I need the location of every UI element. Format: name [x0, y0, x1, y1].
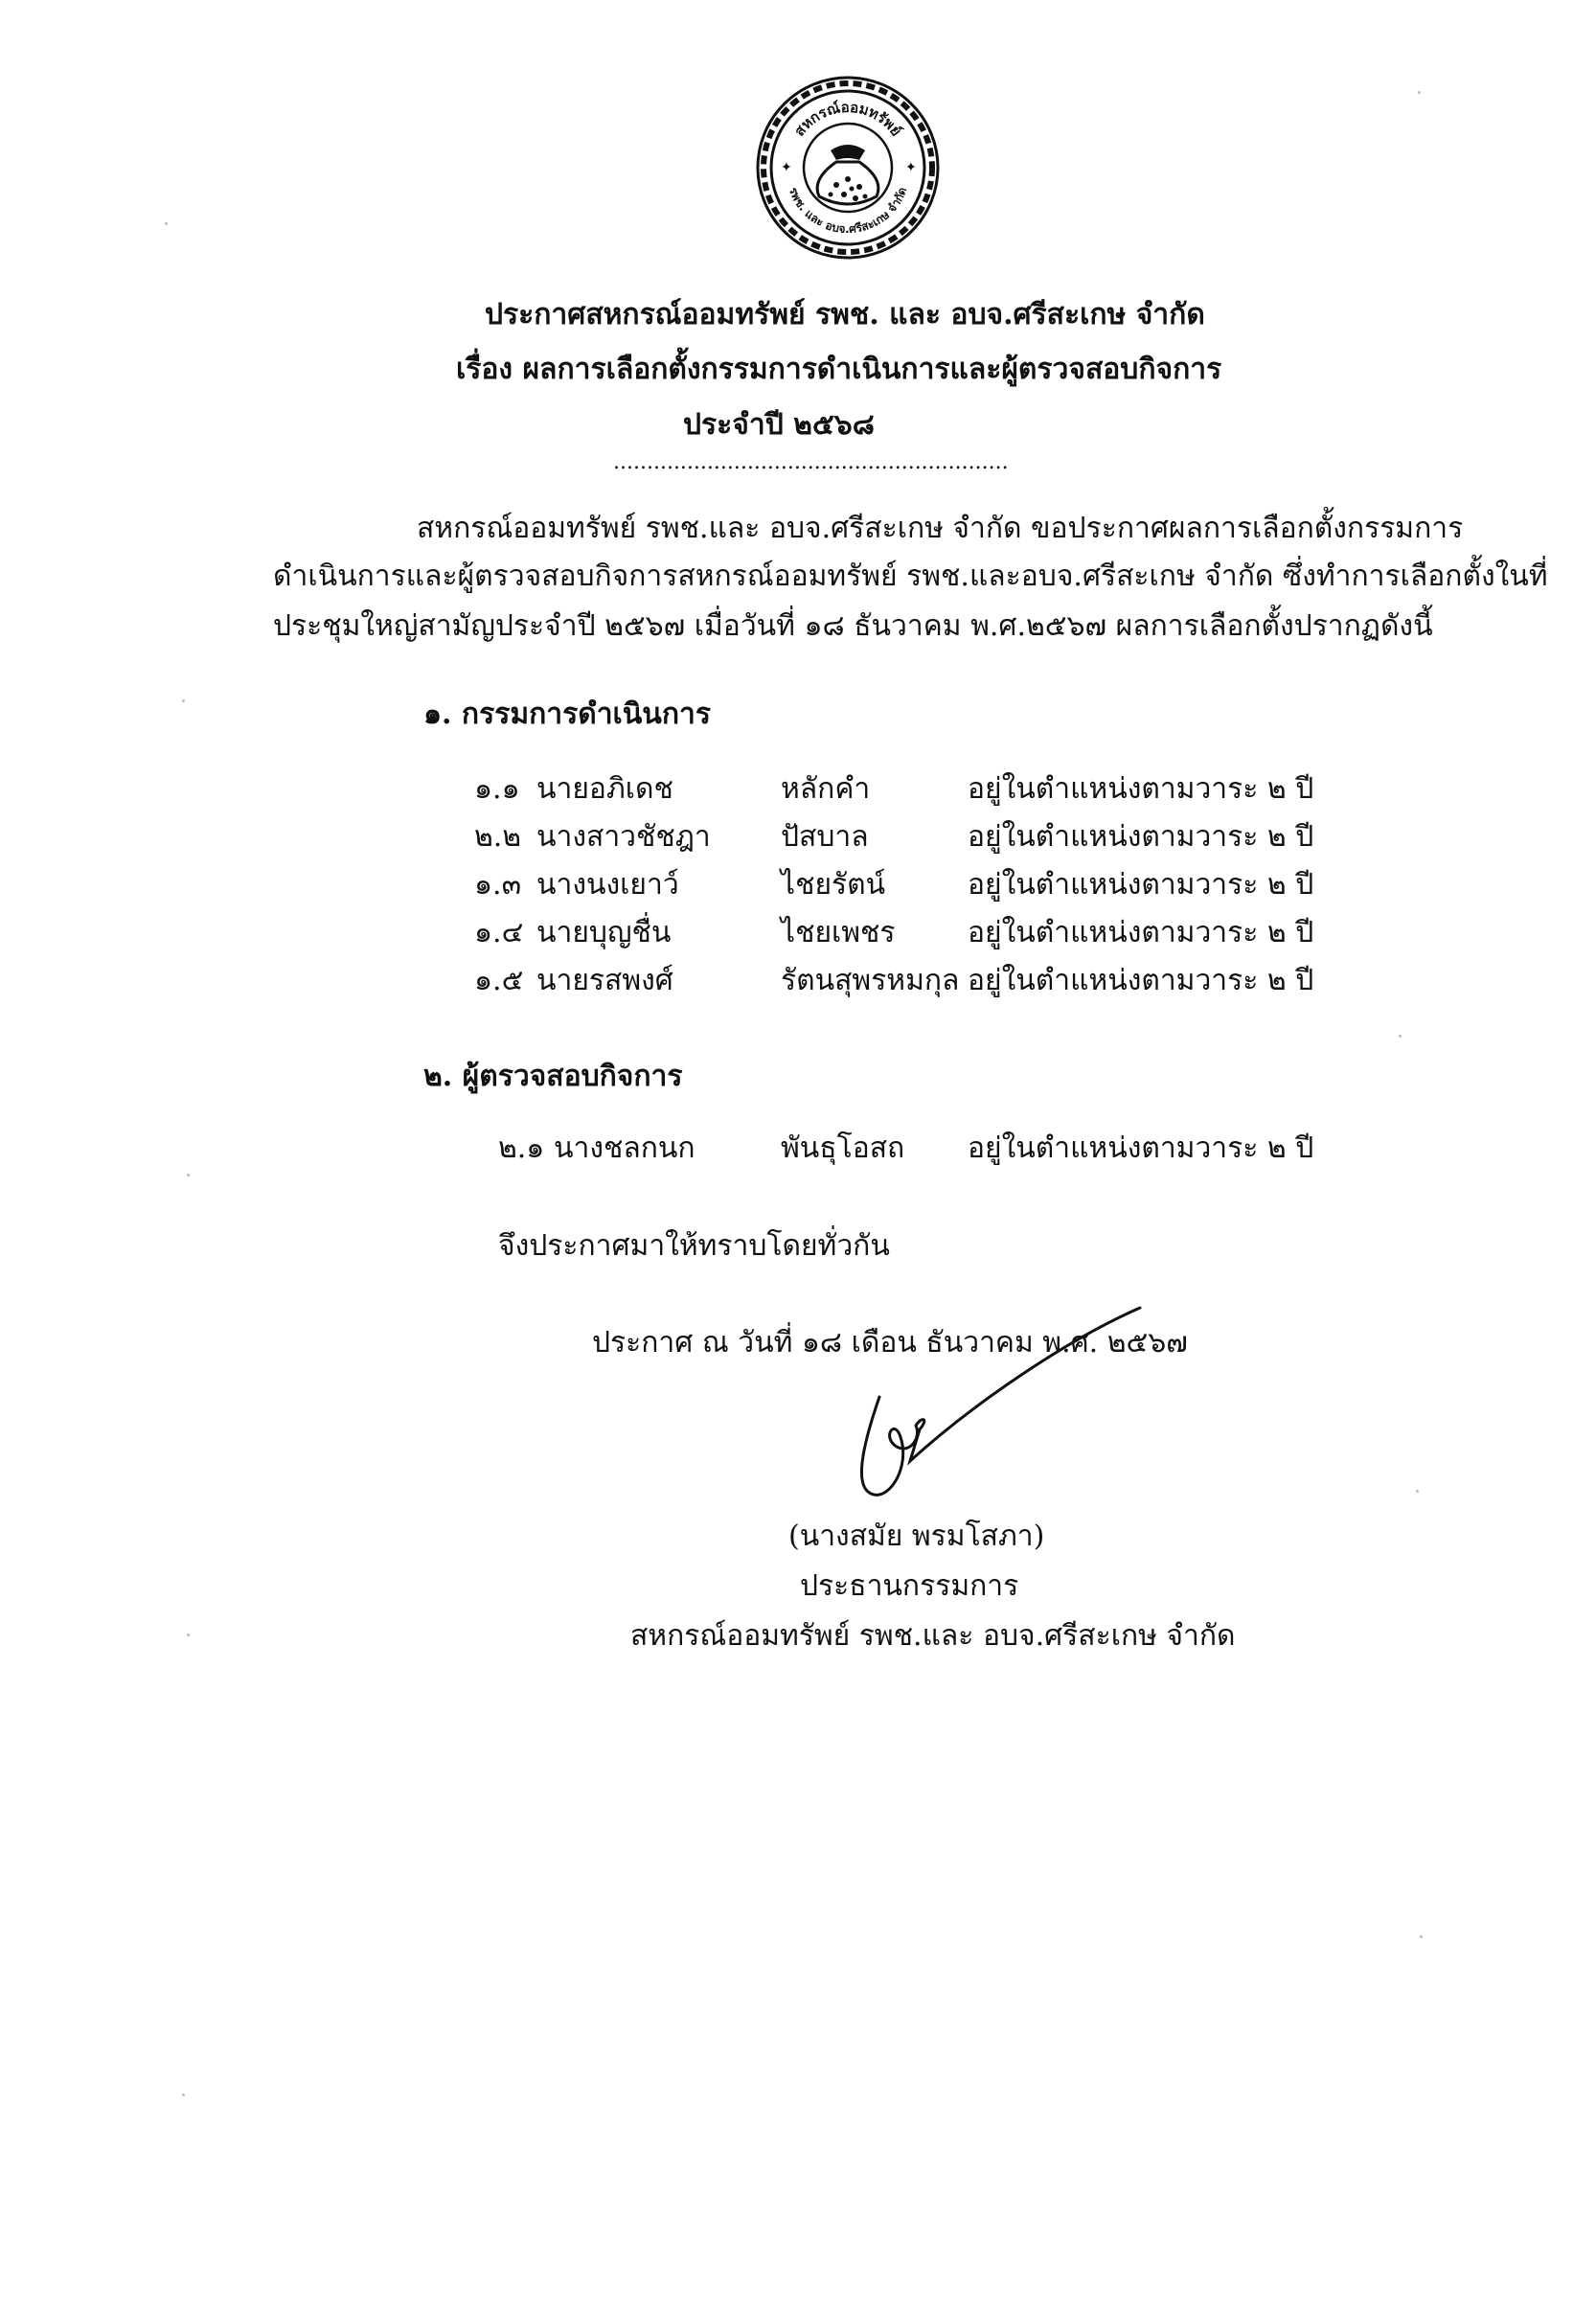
svg-text:✦: ✦ [905, 160, 917, 175]
seal-text-top: สหกรณ์ออมทรัพย์ [790, 98, 905, 140]
first-name: นายอภิเดช [536, 772, 673, 806]
term-text: อยู่ในตำแหน่งตามวาระ ๒ ปี [968, 868, 1314, 902]
intro-line-2: ดำเนินการและผู้ตรวจสอบกิจการสหกรณ์ออมทรัพย์ รพช.และอบจ.ศรีสะเกษ จำกัด ซึ่งทำการเลือกตั้งในที่ [273, 560, 1548, 593]
section-1-heading: ๑. กรรมการดำเนินการ [423, 697, 711, 731]
row-number: ๑.๑ [474, 772, 520, 806]
money-bag-icon [817, 145, 878, 204]
first-name: นางสาวชัชฎา [536, 820, 711, 854]
signer-name: (นางสมัย พรมโสภา) [788, 1520, 1045, 1553]
section-2-heading: ๒. ผู้ตรวจสอบกิจการ [423, 1060, 683, 1093]
term-text: อยู่ในตำแหน่งตามวาระ ๒ ปี [968, 820, 1314, 854]
first-name: นายบุญชื่น [536, 916, 672, 949]
last-name: พันธุโอสถ [781, 1131, 905, 1165]
svg-text:สหกรณ์ออมทรัพย์ [790, 99, 904, 140]
last-name: ปัสบาล [781, 820, 869, 854]
last-name: ไชยเพชร [781, 916, 896, 949]
announcement-subject: เรื่อง ผลการเลือกตั้งกรรมการดำเนินการและผู้ตรวจสอบกิจการ [456, 353, 1222, 386]
term-text: อยู่ในตำแหน่งตามวาระ ๒ ปี [968, 1131, 1314, 1165]
row-number: ๑.๕ [474, 964, 524, 997]
title-divider: ........................................................... [613, 450, 1009, 474]
seal-text-bottom: รพช. และ อบจ.ศรีสะเกษ จำกัด [786, 185, 910, 237]
signer-organization: สหกรณ์ออมทรัพย์ รพช.และ อบจ.ศรีสะเกษ จำกัด [630, 1619, 1236, 1653]
announcement-year: ประจำปี ๒๕๖๘ [683, 408, 875, 442]
announcement-date: ประกาศ ณ วันที่ ๑๘ เดือน ธันวาคม พ.ศ. ๒๕๖๗ [592, 1326, 1188, 1360]
row-number: ๒.๒ [474, 820, 522, 854]
svg-text:✦: ✦ [781, 160, 792, 175]
last-name: รัตนสุพรหมกุล [781, 964, 960, 997]
intro-line-1: สหกรณ์ออมทรัพย์ รพช.และ อบจ.ศรีสะเกษ จำกัด ขอประกาศผลการเลือกตั้งกรรมการ [417, 512, 1464, 545]
row-number: ๑.๔ [474, 916, 524, 949]
handwritten-signature [853, 1303, 1217, 1523]
first-name: นายรสพงศ์ [536, 964, 673, 997]
first-name: นางชลกนก [554, 1131, 695, 1165]
term-text: อยู่ในตำแหน่งตามวาระ ๒ ปี [968, 916, 1314, 949]
last-name: หลักคำ [781, 772, 871, 806]
term-text: อยู่ในตำแหน่งตามวาระ ๒ ปี [968, 772, 1314, 806]
closing-statement: จึงประกาศมาให้ทราบโดยทั่วกัน [498, 1229, 890, 1263]
last-name: ไชยรัตน์ [781, 868, 886, 902]
signer-position: ประธานกรรมการ [800, 1569, 1019, 1603]
intro-line-3: ประชุมใหญ่สามัญประจำปี ๒๕๖๗ เมื่อวันที่ ๑๘ ธันวาคม พ.ศ.๒๕๖๗ ผลการเลือกตั้งปรากฏดังนี้ [273, 609, 1433, 643]
announcement-title: ประกาศสหกรณ์ออมทรัพย์ รพช. และ อบจ.ศรีสะเกษ จำกัด [485, 298, 1205, 331]
row-number: ๒.๑ [498, 1131, 545, 1165]
term-text: อยู่ในตำแหน่งตามวาระ ๒ ปี [968, 964, 1314, 997]
cooperative-seal [752, 72, 944, 263]
first-name: นางนงเยาว์ [536, 868, 679, 902]
row-number: ๑.๓ [474, 868, 522, 902]
